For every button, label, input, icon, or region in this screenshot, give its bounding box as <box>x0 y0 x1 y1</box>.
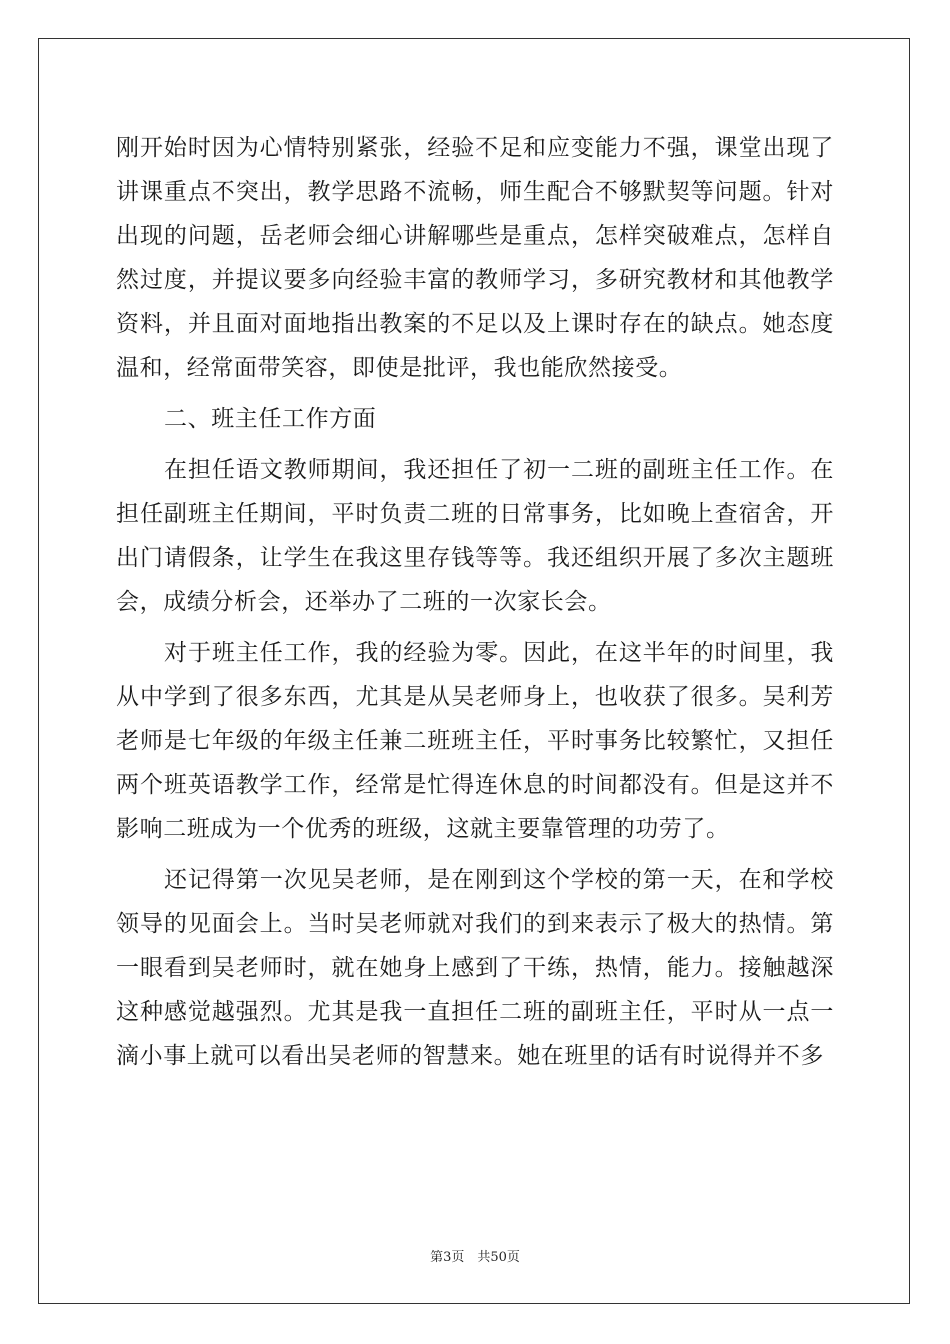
section-heading: 二、班主任工作方面 <box>164 406 377 432</box>
page-number: 第3页 共50页 <box>430 1250 520 1265</box>
paragraph: 对于班主任工作，我的经验为零。因此，在这半年的时间里，我从中学到了很多东西，尤其是从吴老师身上，也收获了很多。吴利芳老师是七年级的年级主任兼二班班主任，平时事务比较繁忙，又担任两个班英语教学工作，经常是忙得连休息的时间都没有。但是这并不影响二班成为一个优秀的班级，这就主要靠管理的功劳了。 <box>116 640 834 842</box>
paragraph: 在担任语文教师期间，我还担任了初一二班的副班主任工作。在担任副班主任期间，平时负责二班的日常事务，比如晚上查宿舍，开出门请假条，让学生在我这里存钱等等。我还组织开展了多次主题班会，成绩分析会，还举办了二班的一次家长会。 <box>116 457 834 615</box>
document-body <box>116 126 834 1078</box>
paragraph: 刚开始时因为心情特别紧张，经验不足和应变能力不强，课堂出现了讲课重点不突出，教学思路不流畅，师生配合不够默契等问题。针对出现的问题，岳老师会细心讲解哪些是重点，怎样突破难点，怎样自然过度，并提议要多向经验丰富的教师学习，多研究教材和其他教学资料，并且面对面地指出教案的不足以及上课时存在的缺点。她态度温和，经常面带笑容，即使是批评，我也能欣然接受。 <box>116 135 834 381</box>
paragraph: 还记得第一次见吴老师，是在刚到这个学校的第一天，在和学校领导的见面会上。当时吴老师就对我们的到来表示了极大的热情。第一眼看到吴老师时，就在她身上感到了干练，热情，能力。接触越深这种感觉越强烈。尤其是我一直担任二班的副班主任，平时从一点一滴小事上就可以看出吴老师的智慧来。她在班里的话有时说得并不多 <box>116 867 834 1069</box>
